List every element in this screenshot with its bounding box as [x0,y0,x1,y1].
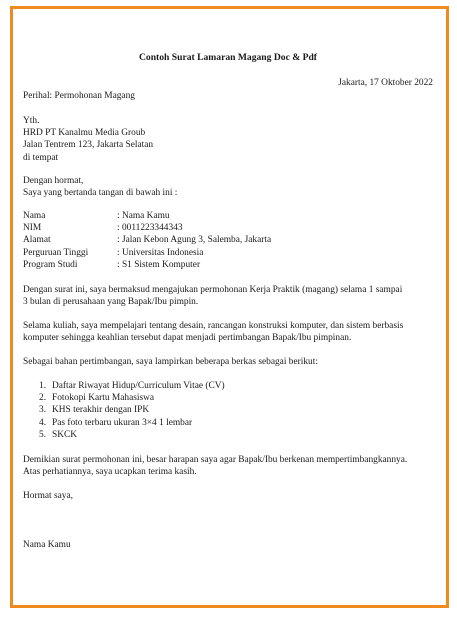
list-number: 4. [39,417,47,428]
paragraph-line: Selama kuliah, saya mempelajari tentang desain, rancangan konstruksi komputer, dan sistem berbasis [23,321,404,331]
paragraph-skills [23,320,428,344]
closing-paragraph [23,454,428,478]
attachments-intro [23,356,428,368]
signoff: Hormat saya, [23,491,73,501]
list-item [23,392,428,404]
identity-table [23,210,428,271]
identity-value: : S1 Sistem Komputer [117,259,201,270]
identity-label: Nama [23,211,46,221]
recipient-block [23,115,428,164]
list-item [23,429,428,441]
list-item [23,380,428,392]
identity-label: NIM [23,223,42,234]
identity-row [23,247,428,259]
list-text: Daftar Riwayat Hidup/Curriculum Vitae (CV) [52,381,225,391]
identity-label: Alamat [23,235,51,246]
identity-row [23,259,428,271]
list-text: SKCK [52,429,78,440]
identity-value: : Jalan Kebon Agung 3, Salemba, Jakarta [117,235,272,246]
signature-block [23,539,428,551]
list-text: Pas foto terbaru ukuran 3×4 1 lembar [52,417,193,428]
identity-label: Perguruan Tinggi [23,247,89,258]
paragraph-line: 3 bulan di perusahaan yang Bapak/Ibu pimpin. [23,297,199,308]
list-item [23,404,428,416]
identity-value: : Universitas Indonesia [117,247,204,258]
attachments-intro-text: Sebagai bahan pertimbangan, saya lampirkan beberapa berkas sebagai berikut: [23,357,318,367]
recipient-line: Jalan Tentrem 123, Jakarta Selatan [23,140,154,151]
paragraph-purpose [23,284,428,308]
list-number: 1. [39,381,47,391]
identity-row [23,234,428,246]
identity-value: : Nama Kamu [117,211,170,221]
recipient-line: HRD PT Kanalmu Media Groub [23,128,146,139]
letter-date: Jakarta, 17 Oktober 2022 [338,78,433,88]
greeting-block [23,175,428,199]
greeting: Dengan hormat, [23,176,84,186]
recipient-line: di tempat [23,152,59,163]
list-number: 2. [39,393,47,404]
identity-row [23,210,428,222]
identity-row [23,222,428,234]
closing-line: Atas perhatiannya, saya ucapkan terima kasih. [23,467,197,478]
paragraph-line: Dengan surat ini, saya bermaksud mengajukan permohonan Kerja Praktik (magang) selama 1 sampai [23,285,403,295]
document-frame [10,6,449,608]
letter-title: Contoh Surat Lamaran Magang Doc & Pdf [138,52,318,63]
list-number: 5. [39,429,47,440]
subject-line [23,90,428,102]
identity-value: : 0011223344343 [117,223,183,234]
paragraph-line: komputer sehingga keahlian tersebut dapat menjadi pertimbangan Bapak/Ibu pimpinan. [23,333,352,344]
list-item [23,417,428,429]
signoff-block [23,490,428,502]
list-text: KHS terakhir dengan IPK [52,405,150,416]
identity-label: Program Studi [23,259,78,270]
attachments-list [23,380,428,441]
intro-text: Saya yang bertanda tangan di bawah ini : [23,188,178,199]
list-number: 3. [39,405,47,416]
recipient-line: Yth. [23,116,40,126]
list-text: Fotokopi Kartu Mahasiswa [52,393,155,404]
closing-line: Demikian surat permohonan ini, besar harapan saya agar Bapak/Ibu berkenan mempertimbangkannya. [23,455,408,465]
signature-name: Nama Kamu [23,540,71,550]
subject-text: Perihal: Permohonan Magang [23,91,135,101]
